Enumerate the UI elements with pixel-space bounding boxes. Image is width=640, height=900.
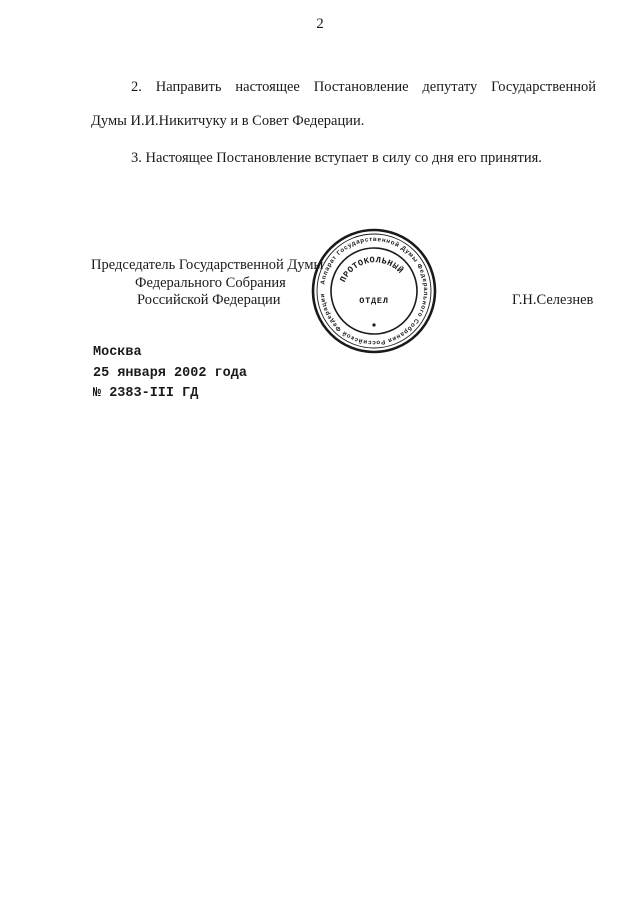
seal-dot bbox=[372, 323, 375, 326]
item-2-line-1: 2. Направить настоящее Постановление депутату Государственной bbox=[131, 79, 596, 95]
item-2-line-2: Думы И.И.Никитчуку и в Совет Федерации. bbox=[91, 113, 365, 129]
signatory-position-line-2: Федерального Собрания bbox=[135, 275, 286, 291]
place-of-signing: Москва bbox=[93, 345, 142, 360]
page-number: 2 bbox=[316, 16, 324, 32]
document-number: № 2383-III ГД bbox=[93, 386, 199, 401]
seal-title: ПРОТОКОЛЬНЫЙ bbox=[338, 255, 406, 285]
signatory-position-line-3: Российской Федерации bbox=[137, 292, 281, 308]
seal-outer-text: Аппарат Государственной Думы Федерального Собрания Российской Федерации bbox=[319, 235, 430, 347]
official-seal bbox=[311, 228, 437, 354]
seal-middle-ring bbox=[317, 234, 431, 348]
seal-subtitle: ОТДЕЛ bbox=[359, 296, 389, 306]
item-3: 3. Настоящее Постановление вступает в силу со дня его принятия. bbox=[131, 150, 542, 166]
signatory-position-line-1: Председатель Государственной Думы bbox=[91, 257, 324, 273]
signatory-name: Г.Н.Селезнев bbox=[512, 292, 594, 308]
signing-date: 25 января 2002 года bbox=[93, 366, 247, 381]
